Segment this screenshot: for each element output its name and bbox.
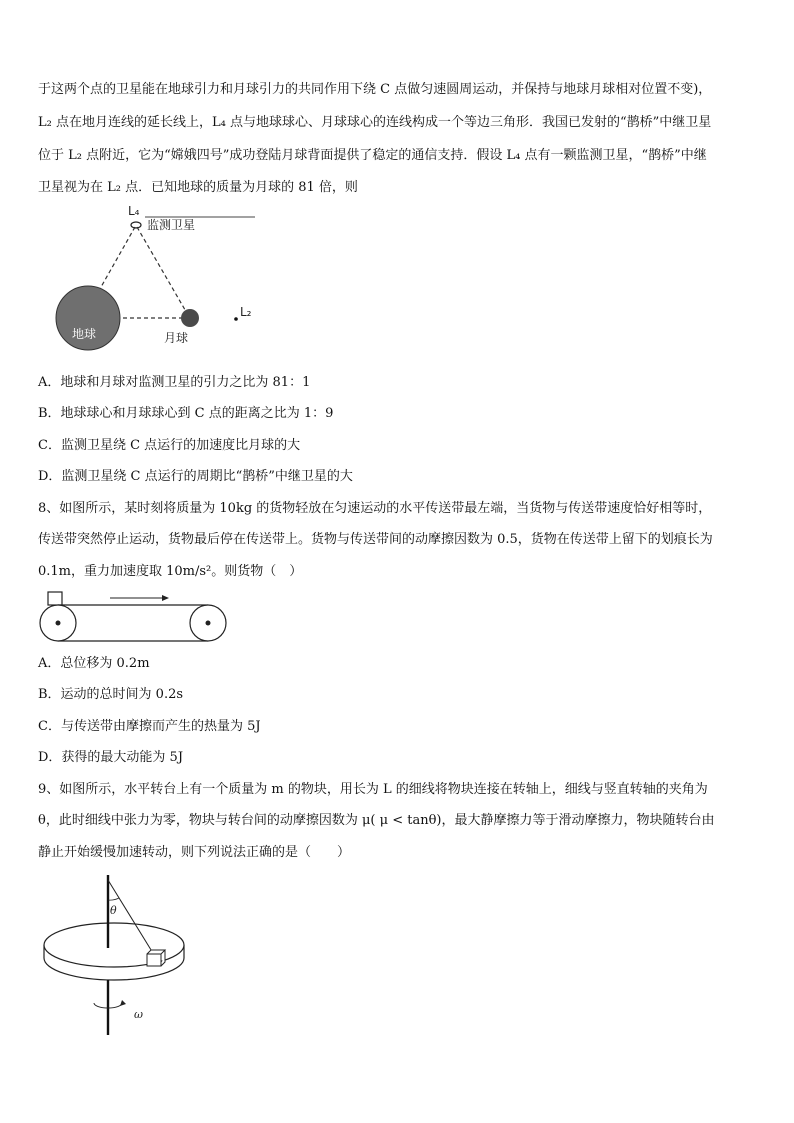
l2-point-icon xyxy=(234,317,238,321)
q8-text-line-3: 0.1m，重力加速度取 10m/s²。则货物（ ） xyxy=(38,564,303,579)
l4-label: L₄ xyxy=(128,205,140,218)
q9-text-line-1: 9、如图所示，水平转台上有一个质量为 m 的物块，用长为 L 的细线将物块连接在转轴上，细线与竖直转轴的夹角为 xyxy=(38,782,708,797)
q8-option-a: A．总位移为 0.2m xyxy=(38,656,150,671)
q8-text-line-2: 传送带突然停止运动，货物最后停在传送带上。货物与传送带间的动摩擦因数为 0.5，货物在传送带上留下的划痕长为 xyxy=(38,532,713,547)
q9-text-line-3: 静止开始缓慢加速转动，则下列说法正确的是（ ） xyxy=(38,845,351,860)
q8-option-c: C．与传送带由摩擦而产生的热量为 5J xyxy=(38,719,261,734)
q7-text-line-2: L₂ 点在地月连线的延长线上，L₄ 点与地球球心、月球球心的连线构成一个等边三角形．我国已发射的“鹊桥”中继卫星 xyxy=(38,115,712,130)
velocity-arrow-icon xyxy=(162,595,169,601)
rotation-arrow-head-icon xyxy=(120,1000,126,1006)
moon-icon xyxy=(181,309,199,327)
q7-option-b: B．地球球心和月球球心到 C 点的距离之比为 1：9 xyxy=(38,406,334,421)
moon-label: 月球 xyxy=(164,331,189,345)
q7-option-d: D．监测卫星绕 C 点运行的周期比“鹊桥”中继卫星的大 xyxy=(38,469,353,484)
q8-text-line-1: 8、如图所示，某时刻将质量为 10kg 的货物轻放在匀速运动的水平传送带最左端，当货物与传送带速度恰好相等时， xyxy=(38,501,712,516)
q8-option-b: B．运动的总时间为 0.2s xyxy=(38,687,184,702)
omega-label: ω xyxy=(134,1008,143,1021)
right-pulley-axle xyxy=(206,621,211,626)
q7-figure-earth-moon xyxy=(50,205,280,355)
q7-option-c: C．监测卫星绕 C 点运行的加速度比月球的大 xyxy=(38,438,301,453)
q7-text-line-3: 位于 L₂ 点附近，它为“嫦娥四号”成功登陆月球背面提供了稳定的通信支持．假设 L₄ 点有一颗监测卫星，“鹊桥”中继 xyxy=(38,148,707,163)
q8-option-d: D．获得的最大动能为 5J xyxy=(38,750,184,765)
moon-l4-dashed-line xyxy=(137,227,188,315)
q9-figure-turntable xyxy=(38,870,188,1040)
q8-figure-conveyor-belt xyxy=(38,590,230,644)
l2-label: L₂ xyxy=(240,305,252,319)
theta-arc xyxy=(108,898,119,900)
monitor-satellite-icon xyxy=(131,222,141,228)
satellite-label: 监测卫星 xyxy=(147,218,196,232)
q7-text-line-1: 于这两个点的卫星能在地球引力和月球引力的共同作用下绕 C 点做匀速圆周运动，并保持与地球月球相对位置不变)， xyxy=(38,82,712,97)
q7-option-a: A．地球和月球对监测卫星的引力之比为 81：1 xyxy=(38,375,311,390)
cargo-block-icon xyxy=(48,592,62,605)
theta-label: θ xyxy=(110,904,117,917)
earth-label: 地球 xyxy=(72,327,97,341)
q9-text-line-2: θ，此时细线中张力为零，物块与转台间的动摩擦因数为 μ( μ < tanθ)，最大静摩擦力等于滑动摩擦力，物块随转台由 xyxy=(38,813,715,828)
left-pulley-axle xyxy=(56,621,61,626)
q7-text-line-4: 卫星视为在 L₂ 点．已知地球的质量为月球的 81 倍，则 xyxy=(38,180,358,195)
